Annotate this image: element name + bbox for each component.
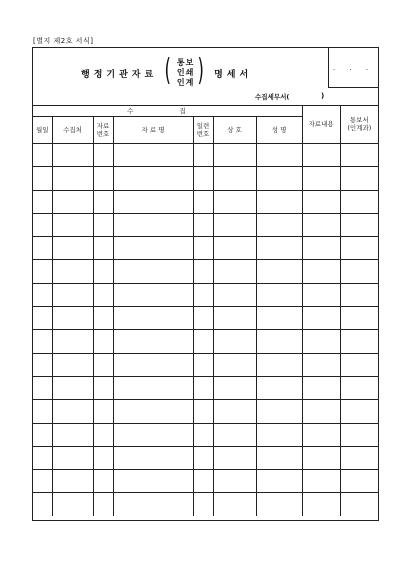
table-row xyxy=(33,376,378,399)
table-cell[interactable] xyxy=(93,330,113,353)
table-cell[interactable] xyxy=(340,190,378,213)
table-cell[interactable] xyxy=(193,493,213,516)
title-part1: 행정기관자료 xyxy=(81,69,158,80)
table-cell[interactable] xyxy=(213,493,256,516)
table-cell[interactable] xyxy=(52,260,93,283)
table-cell[interactable] xyxy=(256,330,302,353)
table-cell[interactable] xyxy=(113,400,193,423)
title-choice xyxy=(161,53,210,88)
table-cell[interactable] xyxy=(193,353,213,376)
table-cell[interactable] xyxy=(213,423,256,446)
table-cell[interactable] xyxy=(302,213,340,236)
col-notice-office: 통보서 (인계과) xyxy=(340,105,378,144)
table-cell[interactable] xyxy=(33,446,52,469)
table-row xyxy=(33,353,378,376)
table-cell[interactable] xyxy=(302,167,340,190)
table-cell[interactable] xyxy=(113,470,193,493)
table-cell[interactable] xyxy=(93,213,113,236)
table-cell[interactable] xyxy=(93,446,113,469)
table-row xyxy=(33,400,378,423)
form-number: [별지 제2호 서식] xyxy=(33,37,94,45)
table-cell[interactable] xyxy=(52,400,93,423)
table-cell[interactable] xyxy=(213,167,256,190)
table-cell[interactable] xyxy=(302,190,340,213)
table-cell[interactable] xyxy=(113,423,193,446)
table-cell[interactable] xyxy=(256,144,302,167)
table-cell[interactable] xyxy=(213,260,256,283)
table-cell[interactable] xyxy=(93,376,113,399)
table-cell[interactable] xyxy=(340,237,378,260)
table-cell[interactable] xyxy=(256,493,302,516)
table-cell[interactable] xyxy=(256,307,302,330)
table-cell[interactable] xyxy=(113,376,193,399)
left-brace-icon: ( xyxy=(164,53,174,88)
table-cell[interactable] xyxy=(52,307,93,330)
form-title xyxy=(81,53,253,88)
table-cell[interactable] xyxy=(340,330,378,353)
table-cell[interactable] xyxy=(52,144,93,167)
table-cell[interactable] xyxy=(213,470,256,493)
table-cell[interactable] xyxy=(193,307,213,330)
table-cell[interactable] xyxy=(340,423,378,446)
collecting-office-close: ) xyxy=(321,92,325,100)
table-row xyxy=(33,307,378,330)
table-cell[interactable] xyxy=(302,283,340,306)
table-cell[interactable] xyxy=(113,307,193,330)
table-cell[interactable] xyxy=(113,237,193,260)
table-cell[interactable] xyxy=(52,470,93,493)
table-cell[interactable] xyxy=(52,493,93,516)
table-cell[interactable] xyxy=(93,167,113,190)
table-row xyxy=(33,470,378,493)
stamp-box: . . . xyxy=(328,48,378,88)
col-data-no: 자료 번호 xyxy=(93,117,113,144)
table-cell[interactable] xyxy=(340,353,378,376)
table-cell[interactable] xyxy=(93,423,113,446)
table-cell[interactable] xyxy=(93,307,113,330)
table-cell[interactable] xyxy=(302,307,340,330)
table-cell[interactable] xyxy=(33,307,52,330)
table-cell[interactable] xyxy=(93,144,113,167)
table-cell[interactable] xyxy=(33,260,52,283)
table-cell[interactable] xyxy=(193,376,213,399)
table-cell[interactable] xyxy=(113,190,193,213)
table-cell[interactable] xyxy=(93,400,113,423)
table-cell[interactable] xyxy=(340,167,378,190)
table-cell[interactable] xyxy=(33,283,52,306)
table-cell[interactable] xyxy=(193,283,213,306)
table-row xyxy=(33,167,378,190)
table-cell[interactable] xyxy=(213,237,256,260)
table-row xyxy=(33,144,378,167)
table-cell[interactable] xyxy=(302,423,340,446)
table-body xyxy=(33,144,378,516)
title-options xyxy=(177,58,194,88)
table-row xyxy=(33,423,378,446)
table-cell[interactable] xyxy=(256,423,302,446)
table-cell[interactable] xyxy=(93,470,113,493)
table-cell[interactable] xyxy=(256,446,302,469)
table-cell[interactable] xyxy=(213,330,256,353)
option-notice: 통보 xyxy=(176,58,195,67)
table-cell[interactable] xyxy=(213,283,256,306)
table-cell[interactable] xyxy=(193,330,213,353)
table-cell[interactable] xyxy=(340,260,378,283)
table-cell[interactable] xyxy=(113,260,193,283)
table-cell[interactable] xyxy=(33,213,52,236)
col-date: 월일 xyxy=(33,117,52,144)
col-serial-no: 일련 번호 xyxy=(193,117,213,144)
table-cell[interactable] xyxy=(193,470,213,493)
table-cell[interactable] xyxy=(93,283,113,306)
table-cell[interactable] xyxy=(256,470,302,493)
title-part2: 명세서 xyxy=(214,69,253,80)
table-cell[interactable] xyxy=(93,493,113,516)
table-cell[interactable] xyxy=(113,353,193,376)
table-cell[interactable] xyxy=(213,307,256,330)
col-data-name: 자 료 명 xyxy=(113,117,193,144)
table-row xyxy=(33,237,378,260)
table-cell[interactable] xyxy=(93,353,113,376)
col-source: 수집처 xyxy=(52,117,93,144)
table-cell[interactable] xyxy=(33,353,52,376)
table-cell[interactable] xyxy=(113,283,193,306)
table-cell[interactable] xyxy=(33,400,52,423)
form-frame xyxy=(32,47,379,521)
table-cell[interactable] xyxy=(113,213,193,236)
table-cell[interactable] xyxy=(256,283,302,306)
table-cell[interactable] xyxy=(93,260,113,283)
table-cell[interactable] xyxy=(256,353,302,376)
table-cell[interactable] xyxy=(193,423,213,446)
table-cell[interactable] xyxy=(52,213,93,236)
table-cell[interactable] xyxy=(302,144,340,167)
table-cell[interactable] xyxy=(52,167,93,190)
table-cell[interactable] xyxy=(256,167,302,190)
table-cell[interactable] xyxy=(256,213,302,236)
table-cell[interactable] xyxy=(52,353,93,376)
table-cell[interactable] xyxy=(33,190,52,213)
table-cell[interactable] xyxy=(33,144,52,167)
table-cell[interactable] xyxy=(213,353,256,376)
table-cell[interactable] xyxy=(113,446,193,469)
table-cell[interactable] xyxy=(193,260,213,283)
table-cell[interactable] xyxy=(340,144,378,167)
table-cell[interactable] xyxy=(340,213,378,236)
option-transfer: 인계 xyxy=(176,78,195,87)
table-row xyxy=(33,330,378,353)
table-cell[interactable] xyxy=(33,330,52,353)
table-cell[interactable] xyxy=(93,190,113,213)
table-cell[interactable] xyxy=(302,493,340,516)
table-row xyxy=(33,283,378,306)
table-row xyxy=(33,190,378,213)
table-cell[interactable] xyxy=(256,237,302,260)
table-cell[interactable] xyxy=(340,283,378,306)
table-cell[interactable] xyxy=(193,144,213,167)
table-cell[interactable] xyxy=(302,446,340,469)
table-cell[interactable] xyxy=(302,237,340,260)
table-cell[interactable] xyxy=(193,400,213,423)
table-cell[interactable] xyxy=(52,330,93,353)
statement-table xyxy=(33,105,378,516)
table-cell[interactable] xyxy=(113,167,193,190)
table-cell[interactable] xyxy=(33,470,52,493)
collecting-office-label: 수집세무서( xyxy=(255,93,290,101)
table-cell[interactable] xyxy=(302,330,340,353)
table-cell[interactable] xyxy=(33,376,52,399)
table-cell[interactable] xyxy=(93,237,113,260)
form-header xyxy=(33,48,378,106)
table-cell[interactable] xyxy=(52,283,93,306)
table-cell[interactable] xyxy=(113,144,193,167)
table-row xyxy=(33,260,378,283)
table-cell[interactable] xyxy=(193,190,213,213)
table-cell[interactable] xyxy=(193,237,213,260)
table-cell[interactable] xyxy=(302,260,340,283)
table-cell[interactable] xyxy=(340,446,378,469)
col-contents: 자료내용 xyxy=(302,105,340,144)
table-cell[interactable] xyxy=(33,237,52,260)
table-cell[interactable] xyxy=(213,144,256,167)
table-cell[interactable] xyxy=(113,493,193,516)
table-cell[interactable] xyxy=(302,400,340,423)
table-cell[interactable] xyxy=(302,353,340,376)
table-cell[interactable] xyxy=(213,446,256,469)
table-cell[interactable] xyxy=(340,376,378,399)
table-cell[interactable] xyxy=(302,470,340,493)
table-cell[interactable] xyxy=(33,167,52,190)
right-brace-icon: ) xyxy=(197,53,207,88)
table-row xyxy=(33,493,378,516)
collection-group-header: 수 집 xyxy=(33,105,302,117)
table-cell[interactable] xyxy=(340,307,378,330)
option-print: 인쇄 xyxy=(176,68,195,77)
table-cell[interactable] xyxy=(52,446,93,469)
table-cell[interactable] xyxy=(256,260,302,283)
table-cell[interactable] xyxy=(52,237,93,260)
table-cell[interactable] xyxy=(256,400,302,423)
table-cell[interactable] xyxy=(340,470,378,493)
col-person-name: 성 명 xyxy=(256,117,302,144)
table-cell[interactable] xyxy=(193,446,213,469)
table-cell[interactable] xyxy=(52,190,93,213)
table-cell[interactable] xyxy=(213,400,256,423)
table-cell[interactable] xyxy=(213,376,256,399)
table-cell[interactable] xyxy=(52,423,93,446)
table-cell[interactable] xyxy=(302,376,340,399)
table-cell[interactable] xyxy=(256,190,302,213)
col-business-name: 상 호 xyxy=(213,117,256,144)
table-cell[interactable] xyxy=(340,400,378,423)
table-cell[interactable] xyxy=(213,213,256,236)
table-cell[interactable] xyxy=(340,493,378,516)
table-cell[interactable] xyxy=(193,213,213,236)
table-cell[interactable] xyxy=(33,493,52,516)
table-cell[interactable] xyxy=(52,376,93,399)
table-row xyxy=(33,213,378,236)
table-cell[interactable] xyxy=(193,167,213,190)
table-cell[interactable] xyxy=(256,376,302,399)
table-cell[interactable] xyxy=(113,330,193,353)
table-row xyxy=(33,446,378,469)
table-cell[interactable] xyxy=(33,423,52,446)
table-cell[interactable] xyxy=(213,190,256,213)
